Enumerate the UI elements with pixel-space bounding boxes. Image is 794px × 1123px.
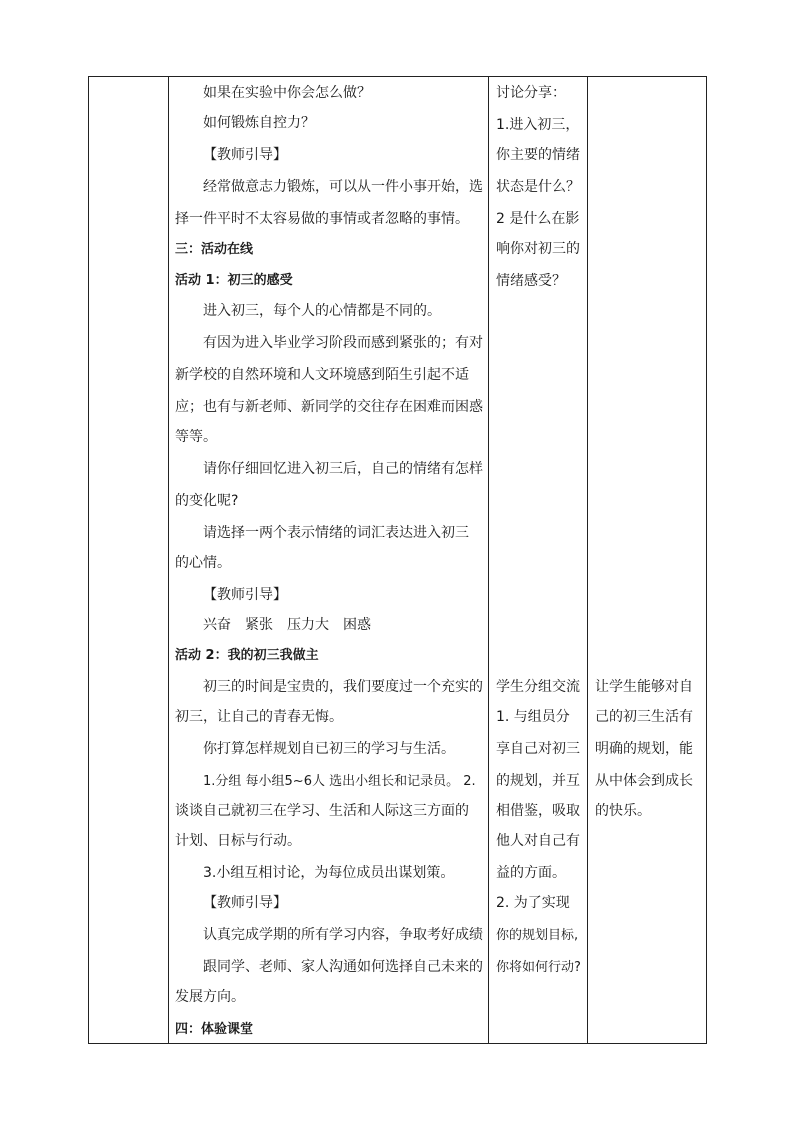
text-line: 3.小组互相讨论，为每位成员出谋划策。 bbox=[203, 865, 455, 881]
text-line: 从中体会到成长 bbox=[595, 773, 693, 789]
teacher-guide-label: 【教师引导】 bbox=[203, 895, 287, 911]
text-line: 等等。 bbox=[175, 429, 217, 445]
text-line: 1.分组 每小组5~6人 选出小组长和记录员。 2. bbox=[203, 774, 476, 789]
text-line: 谈谈自己就初三在学习、生活和人际这三方面的 bbox=[175, 803, 469, 819]
text-line: 认真完成学期的所有学习内容，争取考好成绩 bbox=[203, 927, 483, 943]
activity-heading: 活动 2：我的初三我做主 bbox=[175, 648, 319, 663]
text-line: 初三的时间是宝贵的，我们要度过一个充实的 bbox=[203, 679, 483, 695]
text-line: 明确的规划，能 bbox=[595, 741, 693, 757]
text-line: 的心情。 bbox=[175, 555, 231, 571]
text-line: 响你对初三的 bbox=[496, 241, 580, 257]
text-line: 如果在实验中你会怎么做？ bbox=[203, 85, 371, 101]
text-line: 新学校的自然环境和人文环境感到陌生引起不适 bbox=[175, 367, 469, 383]
text-line: 1. 与组员分 bbox=[496, 709, 570, 725]
text-line: 情绪感受？ bbox=[496, 273, 566, 289]
text-line: 己的初三生活有 bbox=[595, 709, 693, 725]
text-line: 择一件平时不太容易做的事情或者忽略的事情。 bbox=[175, 211, 469, 227]
text-line: 1.进入初三， bbox=[496, 117, 580, 133]
text-line: 享自己对初三 bbox=[496, 741, 580, 757]
lesson-plan-table bbox=[88, 76, 707, 1044]
text-line: 跟同学、老师、家人沟通如何选择自己未来的 bbox=[203, 959, 483, 975]
text-line: 学生分组交流 bbox=[496, 679, 580, 695]
text-line: 如何锻炼自控力？ bbox=[203, 115, 315, 131]
text-line: 讨论分享： bbox=[496, 85, 566, 101]
student-activity-column bbox=[489, 77, 588, 1043]
text-line: 相借鉴，吸取 bbox=[496, 803, 580, 819]
text-line: 你将如何行动? bbox=[496, 960, 581, 975]
text-line: 有因为进入毕业学习阶段而感到紧张的；有对 bbox=[203, 335, 483, 351]
text-line: 让学生能够对自 bbox=[595, 679, 693, 695]
text-line: 2. 为了实现 bbox=[496, 895, 570, 911]
text-line: 请你仔细回忆进入初三后，自己的情绪有怎样 bbox=[203, 461, 483, 477]
teacher-guide-label: 【教师引导】 bbox=[203, 587, 287, 603]
text-line: 状态是什么？ bbox=[496, 179, 580, 195]
text-line: 他人对自己有 bbox=[496, 833, 580, 849]
text-line: 进入初三，每个人的心情都是不同的。 bbox=[203, 303, 441, 319]
text-line: 的快乐。 bbox=[595, 803, 651, 819]
text-line: 2 是什么在影 bbox=[496, 211, 580, 227]
teaching-process-column bbox=[169, 77, 489, 1043]
text-line: 你打算怎样规划自已初三的学习与生活。 bbox=[203, 741, 455, 757]
text-line: 你的规划目标, bbox=[496, 928, 579, 943]
activity-heading: 活动 1：初三的感受 bbox=[175, 273, 293, 288]
section-heading: 三：活动在线 bbox=[175, 242, 254, 257]
text-line: 应；也有与新老师、新同学的交往存在困难而困惑 bbox=[175, 399, 483, 415]
text-line: 经常做意志力锻炼，可以从一件小事开始，选 bbox=[203, 179, 483, 195]
text-line: 计划、日标与行动。 bbox=[175, 833, 301, 849]
text-line: 的规划，并互 bbox=[496, 773, 580, 789]
text-line: 的变化呢? bbox=[175, 493, 239, 509]
text-line: 益的方面。 bbox=[496, 865, 566, 881]
section-heading: 四：体验课堂 bbox=[175, 1022, 254, 1037]
emotion-words: 兴奋 紧张 压力大 困惑 bbox=[203, 617, 371, 633]
text-line: 你主要的情绪 bbox=[496, 147, 580, 163]
text-line: 发展方向。 bbox=[175, 989, 245, 1005]
teacher-guide-label: 【教师引导】 bbox=[203, 147, 287, 163]
text-line: 初三，让自己的青春无悔。 bbox=[175, 709, 343, 725]
design-intent-column bbox=[588, 77, 707, 1043]
text-line: 请选择一两个表示情绪的词汇表达进入初三 bbox=[203, 525, 469, 541]
